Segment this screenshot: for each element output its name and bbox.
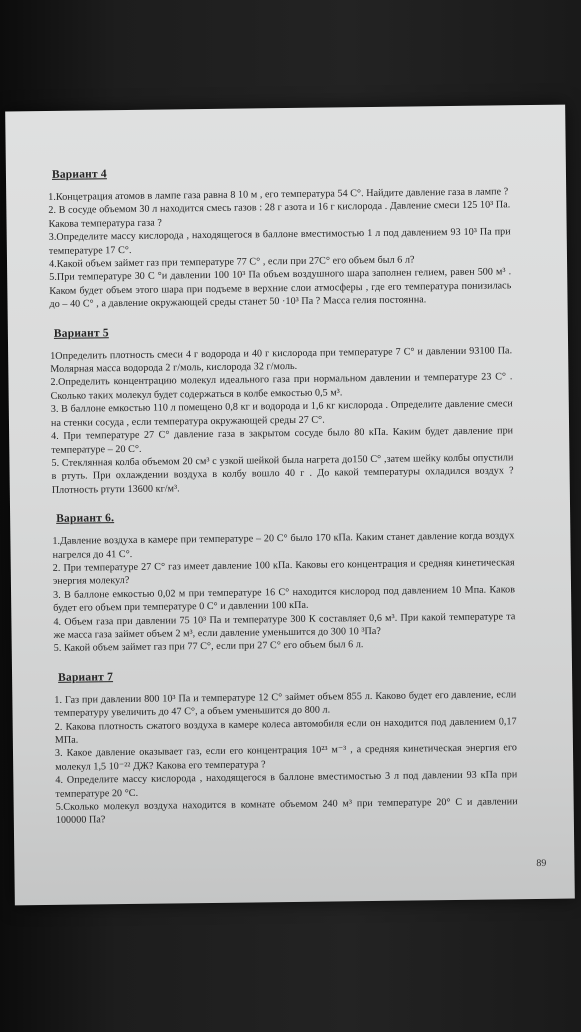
variant-heading: Вариант 6. <box>56 512 115 525</box>
variant-heading: Вариант 4 <box>51 168 107 181</box>
problem-item: 4. Определите массу кислорода , находящегося в баллоне вместимостью 3 л под давлении 93 кПа при температуре 20 °С. <box>55 769 518 800</box>
problem-item: 3.Определите массу кислорода , находящегося в баллоне вместимостью 1 л под давлением 93 10³ Па при температуре 17 С°. <box>48 226 511 257</box>
problem-item: 4.Какой объем займет газ при температуре 77 С° , если при 27С° его объем был 6 л? <box>48 254 415 270</box>
variant-5-section <box>50 322 514 497</box>
problem-item: 2. В сосуде объемом 30 л находится смесь газов : 28 г азота и 16 г кислорода . Давление смеси 125 10³ Па. Какова температура газа ? <box>48 199 511 230</box>
problem-item: 5. Стеклянная колба объемом 20 см³ с узкой шейкой была нагрета до150 С° ,затем шейку колбы опустили в ртуть. При охлаждении воздуха в колбу вошло 40 г . До какой температуры охладился воздух ? Плотность ртути 13600 кг/м³. <box>51 452 514 496</box>
paper-sheet <box>5 105 575 906</box>
problem-item: 1.Концетрация атомов в лампе газа равна 8 10 м , его температура 54 С°. Найдите давление газа в лампе ? <box>48 186 509 203</box>
problem-item: 5.Сколько молекул воздуха находится в комнате объемом 240 м³ при температуре 20° С и давлении 100000 Па? <box>55 796 518 827</box>
page-number: 89 <box>536 857 547 870</box>
problem-item: 4. Объем газа при давлении 75 10³ Па и температуре 300 К составляет 0,6 м³. При какой температуре та же масса газа займет объем 2 м³, если давление уменьшится до 300 10 ³Па? <box>53 610 516 641</box>
document-content <box>48 163 518 843</box>
variant-4-section <box>48 163 512 311</box>
variant-7-section <box>54 666 518 828</box>
problem-item: 5.При температуре 30 С °и давлении 100 10³ Па объем воздушного шара заполнен гелием, равен 500 м³ . Каком будет объем этого шара при подъеме в верхние слои атмосферы , где его температура понизилась до – 40 С° , а давление окружающей среды станет 50 ·10³ Па ? Масса гелия постоянна. <box>49 266 512 311</box>
variant-heading: Вариант 5 <box>53 326 109 340</box>
problem-item: 3. В баллоне емкостью 0,02 м при температуре 16 С° находится кислород под давлением 10 Мпа. Каков будет его объем при температуре 0 С° и давлении 100 кПа. <box>53 584 516 615</box>
variant-heading: Вариант 7 <box>58 670 114 684</box>
problem-item: 2. При температуре 27 С° газ имеет давление 100 кПа. Каковы его концентрация и средняя кинетическая энергия молекул? <box>52 557 515 588</box>
problem-item: 1. Газ при давлении 800 10³ Па и температуре 12 С° займет объем 855 л. Каково будет его давление, если температуру увеличить до 47 С°, а объем уменьшится до 800 л. <box>54 689 517 720</box>
problem-item: 4. При температуре 27 С° давление газа в закрытом сосуде было 80 кПа. Каким будет давление при температуре – 20 С°. <box>51 425 514 456</box>
problem-item: 3. Какое давление оказывает газ, если его концентрация 10²³ м⁻³ , а средняя кинетическая энергия его молекул 1,5 10⁻²² ДЖ? Какова его температура ? <box>54 742 518 773</box>
problem-item: 1Определить плотность смеси 4 г водорода и 40 г кислорода при температуре 7 С° и давлении 93100 Па. Молярная масса водорода 2 г/моль, кислорода 32 г/моль. <box>50 344 513 375</box>
problem-item: 3. В баллоне емкостью 110 л помещено 0,8 кг и водорода и 1,6 кг кислорода . Определите давление смеси на стенки сосуда , если температура окружающей среды 27 С°. <box>50 398 513 429</box>
problem-item: 1.Давление воздуха в камере при температуре – 20 С° было 170 кПа. Каким станет давление когда воздух нагрелся до 41 С°. <box>52 530 515 561</box>
problem-item: 2. Какова плотность сжатого воздуха в камере колеса автомобиля если он находится под давлением 0,17 МПа. <box>54 715 517 746</box>
variant-6-section <box>52 507 516 655</box>
problem-item: 2.Определить концентрацию молекул идеального газа при нормальном давлении и температуре 23 С° . Сколько таких молекул будет содержаться в колбе емкостью 0,5 м³. <box>50 371 513 402</box>
problem-item: 5. Какой объем займет газ при 77 С°, если при 27 С° его объем был 6 л. <box>53 639 364 655</box>
